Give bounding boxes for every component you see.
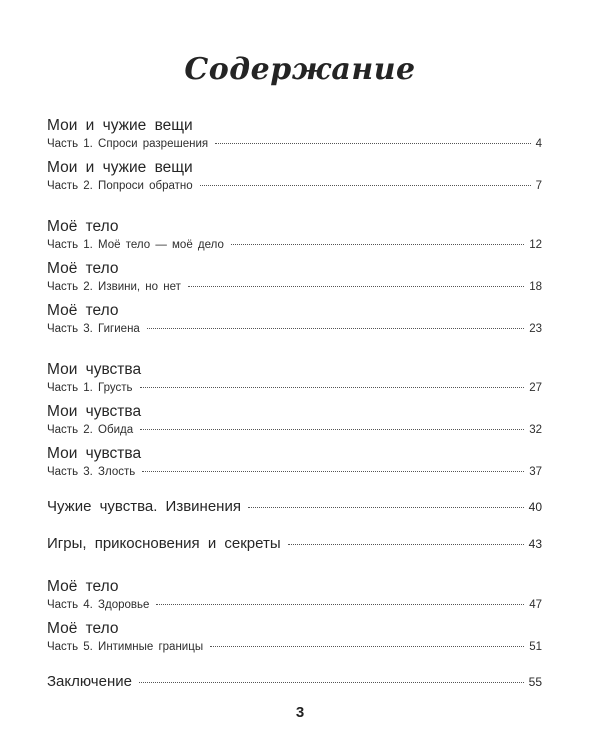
toc-page-number: 55 [528, 675, 542, 689]
toc-subentry [47, 279, 542, 295]
dot-leader [288, 544, 524, 545]
toc-heading: Моё тело [47, 302, 119, 319]
toc-entry[interactable] [47, 497, 542, 517]
toc-page-number: 23 [529, 323, 542, 335]
toc-entry[interactable] [47, 619, 542, 655]
toc-page-number: 18 [529, 281, 542, 293]
toc-subtitle: Часть 1. Спроси разрешения [47, 138, 209, 150]
toc-heading: Мои и чужие вещи [47, 159, 193, 176]
toc-heading: Игры, прикосновения и секреты [47, 535, 281, 552]
toc-heading: Моё тело [47, 620, 119, 637]
dot-leader [188, 286, 524, 287]
toc-subtitle: Часть 2. Попроси обратно [47, 180, 193, 192]
table-of-contents [47, 110, 542, 692]
toc-subentry [47, 136, 542, 152]
dot-leader [140, 429, 524, 430]
toc-page-number: 32 [529, 424, 542, 436]
toc-entry[interactable] [47, 360, 542, 396]
dot-leader [231, 244, 524, 245]
toc-entry[interactable] [47, 672, 542, 692]
toc-entry[interactable] [47, 116, 542, 152]
toc-heading: Мои чувства [47, 361, 142, 378]
toc-heading: Мои чувства [47, 403, 142, 420]
toc-subentry [47, 464, 542, 480]
toc-entry[interactable] [47, 534, 542, 554]
toc-entry[interactable] [47, 577, 542, 613]
toc-page-number: 7 [535, 180, 542, 192]
toc-page-number: 37 [529, 466, 542, 478]
toc-subentry [47, 422, 542, 438]
page-number: 3 [295, 704, 305, 721]
dot-leader [142, 471, 524, 472]
page-title: Содержание [184, 52, 416, 87]
toc-subtitle: Часть 3. Злость [47, 466, 136, 478]
toc-page-number: 27 [529, 382, 542, 394]
toc-heading: Заключение [47, 673, 132, 690]
toc-page-number: 40 [528, 500, 542, 514]
toc-subentry [47, 321, 542, 337]
dot-leader [156, 604, 524, 605]
toc-entry[interactable] [47, 301, 542, 337]
toc-page-number: 12 [529, 239, 542, 251]
dot-leader [248, 507, 524, 508]
toc-subentry [47, 237, 542, 253]
toc-page-number: 51 [529, 641, 542, 653]
toc-subtitle: Часть 2. Обида [47, 424, 134, 436]
toc-heading: Моё тело [47, 260, 119, 277]
dot-leader [200, 185, 531, 186]
toc-entry[interactable] [47, 402, 542, 438]
toc-heading: Мои и чужие вещи [47, 117, 193, 134]
dot-leader [139, 682, 524, 683]
toc-entry[interactable] [47, 259, 542, 295]
toc-entry[interactable] [47, 217, 542, 253]
toc-heading: Чужие чувства. Извинения [47, 498, 241, 515]
toc-entry[interactable] [47, 158, 542, 194]
dot-leader [140, 387, 525, 388]
toc-heading: Моё тело [47, 218, 119, 235]
toc-entry[interactable] [47, 444, 542, 480]
toc-page-number: 43 [528, 537, 542, 551]
toc-page-number: 4 [535, 138, 542, 150]
toc-subentry [47, 639, 542, 655]
toc-subtitle: Часть 2. Извини, но нет [47, 281, 181, 293]
toc-subentry [47, 380, 542, 396]
toc-subentry [47, 178, 542, 194]
dot-leader [147, 328, 524, 329]
toc-subtitle: Часть 1. Моё тело — моё дело [47, 239, 224, 251]
toc-subtitle: Часть 3. Гигиена [47, 323, 140, 335]
toc-heading: Мои чувства [47, 445, 142, 462]
dot-leader [215, 143, 531, 144]
toc-subtitle: Часть 1. Грусть [47, 382, 133, 394]
dot-leader [210, 646, 524, 647]
toc-page-number: 47 [529, 599, 542, 611]
toc-heading: Моё тело [47, 578, 119, 595]
toc-subtitle: Часть 4. Здоровье [47, 599, 150, 611]
toc-subentry [47, 597, 542, 613]
toc-subtitle: Часть 5. Интимные границы [47, 641, 204, 653]
